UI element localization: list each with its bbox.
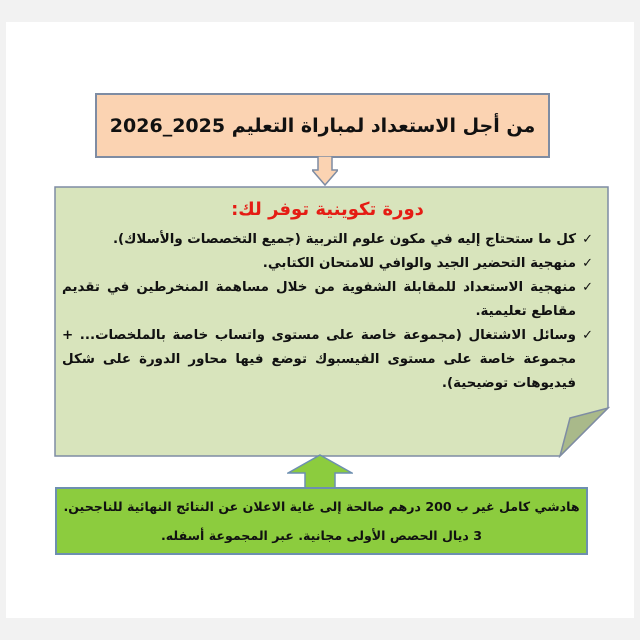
check-icon: ✓ — [582, 328, 593, 343]
header-down-arrow — [312, 156, 338, 186]
offer-box — [55, 487, 588, 555]
main-title: دورة تكوينية توفر لك: — [231, 199, 424, 220]
list-item-text: منهجية الاستعداد للمقابلة الشفوية من خلال مساهمة المنخرطين في تقديم مقاطع تعليمية. — [62, 280, 576, 319]
check-icon: ✓ — [582, 256, 593, 271]
up-arrow — [287, 454, 353, 490]
header-title: من أجل الاستعداد لمباراة التعليم 2025_2026 — [109, 114, 536, 137]
feature-list — [62, 228, 593, 396]
header-callout — [95, 93, 550, 158]
check-icon: ✓ — [582, 232, 593, 247]
list-item — [62, 276, 593, 324]
main-note — [62, 193, 597, 423]
list-item — [62, 252, 593, 276]
list-item-text: منهجية التحضير الجيد والوافي للامتحان الكتابي. — [262, 256, 576, 271]
list-item-text: كل ما ستحتاج إليه في مكون علوم التربية (جميع التخصصات والأسلاك). — [112, 232, 576, 247]
list-item-text: وسائل الاشتغال (مجموعة خاصة على مستوى واتساب خاصة بالملخصات... + مجموعة خاصة على مستوى الفيسبوك توضع فيها محاور الدورة على شكل فيديوهات توضيحية). — [62, 328, 576, 391]
free-sessions-line: 3 ديال الحصص الأولى مجانية. عبر المجموعة أسفله. — [161, 528, 482, 543]
list-item — [62, 324, 593, 396]
check-icon: ✓ — [582, 280, 593, 295]
list-item — [62, 228, 593, 252]
price-line: هادشي كامل غير ب 200 درهم صالحة إلى غاية الاعلان عن النتائج النهائية للناجحين. — [63, 499, 580, 514]
